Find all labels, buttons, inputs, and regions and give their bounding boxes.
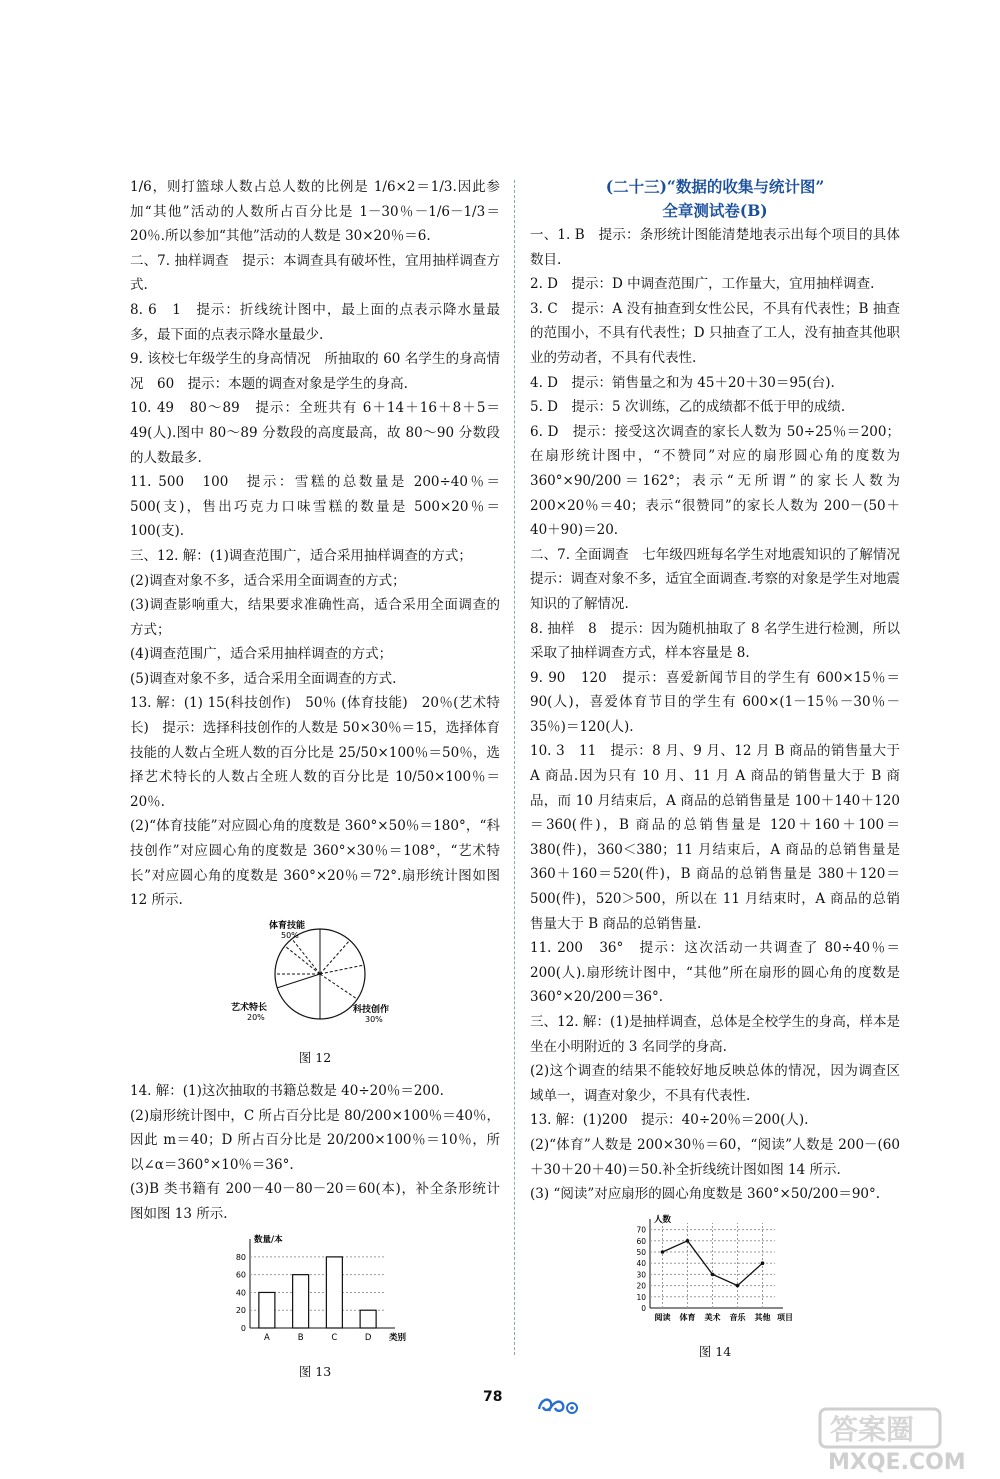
answer-paragraph: (3)B 类书籍有 200－40－80－20＝60(本)，补全条形统计图如图 13 所示.	[130, 1181, 500, 1222]
y-axis-label: 人数	[654, 1214, 672, 1225]
y-tick-label: 60	[636, 1236, 646, 1246]
answer-paragraph: 9. 该校七年级学生的身高情况 所抽取的 60 名学生的身高情况 60 提示：本题的调查对象是学生的身高.	[130, 351, 500, 392]
answer-paragraph: (3) “阅读”对应扇形的圆心角度数是 360°×50/200＝90°.	[530, 1186, 881, 1203]
pie-dashed-line	[320, 974, 357, 999]
fig12-label: 体育技能	[269, 920, 306, 931]
x-axis-label: 项目	[777, 1312, 793, 1322]
answer-paragraph: 14. 解：(1)这次抽取的书籍总数是 40÷20％＝200.	[130, 1083, 444, 1099]
x-tick-label: A	[263, 1332, 270, 1343]
answer-paragraph: 10. 3 11 提示：8 月、9 月、12 月 B 商品的销售量大于 A 商品.因为只有 10 月、11 月 A 商品的销售量大于 B 商品，而 10 月结束后，A 商品的总销售量是 100＋140＋120＝360(件)，B 商品的总销售量是 120＋160＋100＝380(件)，360＜380；11 月结束后，A 商品的总销售量是 360＋160＝520(件)，B 商品的总销售量是 380＋120＝500(件)，520＞500，所以在 11 月结束时，A 商品的总销售量大于 B 商品的总销售量.	[530, 743, 900, 932]
left-column	[130, 175, 500, 1393]
left-paragraphs	[130, 175, 500, 913]
fig12-label: 艺术特长	[231, 1002, 268, 1013]
pie-chart-fig12	[225, 919, 405, 1034]
x-tick-label: 音乐	[729, 1312, 746, 1322]
x-tick-label: C	[331, 1332, 338, 1343]
bar	[360, 1310, 376, 1328]
answer-paragraph: 3. C 提示：A 没有抽查到女性公民，不具有代表性；B 抽查的范围小，不具有代表性；D 只抽查了工人，没有抽查其他职业的劳动者，不具有代表性.	[530, 300, 900, 366]
y-tick-label: 0	[641, 1303, 646, 1313]
figure-13-caption: 图 13	[298, 1364, 332, 1380]
answer-paragraph: (2)调查对象不多，适合采用全面调查的方式；	[130, 572, 406, 589]
bar	[259, 1292, 275, 1328]
figure-14-caption: 图 14	[698, 1344, 732, 1360]
answer-paragraph: 8. 6 1 提示：折线统计图中，最上面的点表示降水量最多，最下面的点表示降水量最少.	[130, 301, 500, 343]
answer-paragraph: 13. 解：(1) 15(科技创作) 50％ (体育技能) 20％(艺术特长) 提示：选择科技创作的人数是 50×30％＝15，选择体育技能的人数占全班人数的百分比是 25/50×100％＝50％，选择艺术特长的人数占全班人数的百分比是 10/50×100％＝20％.	[130, 695, 500, 810]
y-tick-label: 50	[636, 1247, 646, 1257]
watermark-logo	[818, 1405, 988, 1475]
answer-paragraph: 一、1. B 提示：条形统计图能清楚地表示出每个项目的具体数目.	[530, 227, 900, 268]
answer-paragraph: 6. D 提示：接受这次调查的家长人数为 50÷25％＝200；在扇形统计图中，“不赞同”对应的扇形圆心角的度数为 360°×90/200＝162°；表示“无所谓”的家长人数为 200×20％＝40；表示“很赞同”的家长人数为 200－(50＋40＋90)＝20.	[530, 423, 900, 539]
answer-paragraph: (2)“体育技能”对应圆心角的度数是 360°×50％＝180°，“科技创作”对应圆心角的度数是 360°×30％＝108°，“艺术特长”对应圆心角的度数是 360°×20％＝72°.扇形统计图如图 12 所示.	[130, 818, 500, 909]
pie-dashed-line	[286, 946, 321, 974]
left-paragraphs-after-fig12	[130, 1079, 500, 1227]
y-tick-label: 30	[636, 1270, 646, 1280]
right-column	[530, 175, 914, 1373]
bar	[293, 1274, 309, 1327]
figure-13	[130, 1233, 500, 1357]
x-tick-label: B	[297, 1332, 304, 1343]
pie-dashed-line	[292, 939, 320, 974]
fig12-label: 20%	[247, 1012, 265, 1022]
x-tick-label: 其他	[754, 1312, 771, 1322]
pie-divider	[277, 974, 320, 988]
x-tick-label: D	[364, 1332, 372, 1343]
answer-paragraph: (2)“体育”人数是 200×30％＝60，“阅读”人数是 200－(60＋30＋20＋40)＝50.补全折线统计图如图 14 所示.	[530, 1136, 900, 1178]
y-axis-label: 数量/本	[254, 1234, 283, 1245]
section-subtitle: 全章测试卷(B)	[662, 201, 768, 220]
answer-paragraph: 11. 200 36° 提示：这次活动一共调查了 80÷40％＝200(人).扇形统计图中，“其他”所在扇形的圆心角的度数是 360°×20/200＝36°.	[530, 940, 900, 1006]
x-tick-label: 阅读	[654, 1312, 671, 1322]
x-axis-label: 类别	[389, 1332, 407, 1343]
bar-chart-fig13	[220, 1233, 410, 1348]
answer-paragraph: (5)调查对象不多，适合采用全面调查的方式.	[130, 670, 397, 687]
data-point	[736, 1284, 740, 1288]
answer-paragraph: 8. 抽样 8 提示：因为随机抽取了 8 名学生进行检测，所以采取了抽样调查方式，样本容量是 8.	[530, 620, 900, 662]
answer-paragraph: 二、7. 全面调查 七年级四班每名学生对地震知识的了解情况 提示：调查对象不多，适宜全面调查.考察的对象是学生对地震知识的了解情况.	[530, 546, 914, 612]
answer-paragraph: 1/6，则打篮球人数占总人数的比例是 1/6×2＝1/3.因此参加“其他”活动的人数所占百分比是 1－30％－1/6－1/3＝20％.所以参加“其他”活动的人数是 30×20％＝6.	[130, 179, 500, 245]
answer-paragraph: 4. D 提示：销售量之和为 45＋20＋30＝95(台).	[530, 374, 835, 391]
fig12-label: 30%	[365, 1014, 383, 1024]
column-divider	[514, 180, 515, 1355]
y-tick-label: 40	[235, 1288, 246, 1298]
answer-paragraph: (4)调查范围广，适合采用抽样调查的方式；	[130, 646, 393, 663]
y-tick-label: 60	[235, 1270, 246, 1280]
answer-paragraph: 三、12. 解：(1)调查范围广，适合采用抽样调查的方式；	[130, 547, 472, 564]
fig12-label: 50%	[281, 930, 299, 940]
data-point	[686, 1239, 690, 1243]
bar	[326, 1256, 342, 1327]
y-tick-label: 0	[240, 1323, 246, 1333]
y-tick-label: 20	[636, 1281, 646, 1291]
answer-paragraph: 三、12. 解：(1)是抽样调查，总体是全校学生的身高，样本是坐在小明附近的 3 名同学的身高.	[530, 1014, 900, 1055]
y-tick-label: 10	[636, 1292, 646, 1302]
y-tick-label: 40	[636, 1258, 646, 1268]
answer-paragraph: (2)扇形统计图中，C 所占百分比是 80/200×100％＝40％，因此 m＝40；D 所占百分比是 20/200×100％＝10％，所以∠α＝360°×10％＝36°.	[130, 1107, 500, 1173]
y-tick-label: 80	[235, 1252, 246, 1262]
page-ornament-icon	[535, 1395, 585, 1417]
y-tick-label: 70	[636, 1225, 646, 1235]
svg-text:MXQE.COM: MXQE.COM	[828, 1450, 966, 1475]
answer-paragraph: (2)这个调查的结果不能较好地反映总体的情况，因为调查区域单一，调查对象少，不具有代表性.	[530, 1063, 900, 1104]
figure-12	[130, 919, 500, 1043]
answer-paragraph: 二、7. 抽样调查 提示：本调查具有破坏性，宜用抽样调查方式.	[130, 252, 500, 294]
answer-paragraph: 9. 90 120 提示：喜爱新闻节目的学生有 600×15％＝90(人)，喜爱体育节目的学生有 600×(1－15％－30％－35％)＝120(人).	[530, 669, 900, 735]
figure-12-caption: 图 12	[298, 1050, 332, 1066]
y-tick-label: 20	[235, 1305, 246, 1315]
page-number: 78	[483, 1389, 503, 1405]
answer-paragraph: 2. D 提示：D 中调查范围广，工作量大，宜用抽样调查.	[530, 276, 875, 293]
fig12-label: 科技创作	[353, 1004, 390, 1015]
line-chart-fig14	[620, 1213, 810, 1328]
answer-paragraph: (3)调查影响重大，结果要求准确性高，适合采用全面调查的方式；	[130, 597, 500, 638]
figure-14	[530, 1213, 900, 1337]
answer-paragraph: 5. D 提示：5 次训练，乙的成绩都不低于甲的成绩.	[530, 399, 846, 416]
section-title: (二十三)“数据的收集与统计图”	[605, 177, 825, 196]
x-tick-label: 体育	[679, 1312, 696, 1322]
data-point	[711, 1272, 715, 1276]
right-paragraphs	[530, 223, 914, 1207]
data-point	[661, 1250, 665, 1254]
answer-paragraph: 11. 500 100 提示：雪糕的总数量是 200÷40％＝500(支)，售出巧克力口味雪糕的数量是 500×20％＝100(支).	[130, 474, 500, 540]
answer-paragraph: 10. 49 80～89 提示：全班共有 6＋14＋16＋8＋5＝49(人).图中 80～89 分数段的高度最高，故 80～90 分数段的人数最多.	[130, 400, 500, 466]
answer-paragraph: 13. 解：(1)200 提示：40÷20％＝200(人).	[530, 1112, 809, 1129]
data-point	[761, 1261, 765, 1265]
svg-text:答案圈: 答案圈	[830, 1413, 915, 1446]
x-tick-label: 美术	[704, 1312, 721, 1322]
